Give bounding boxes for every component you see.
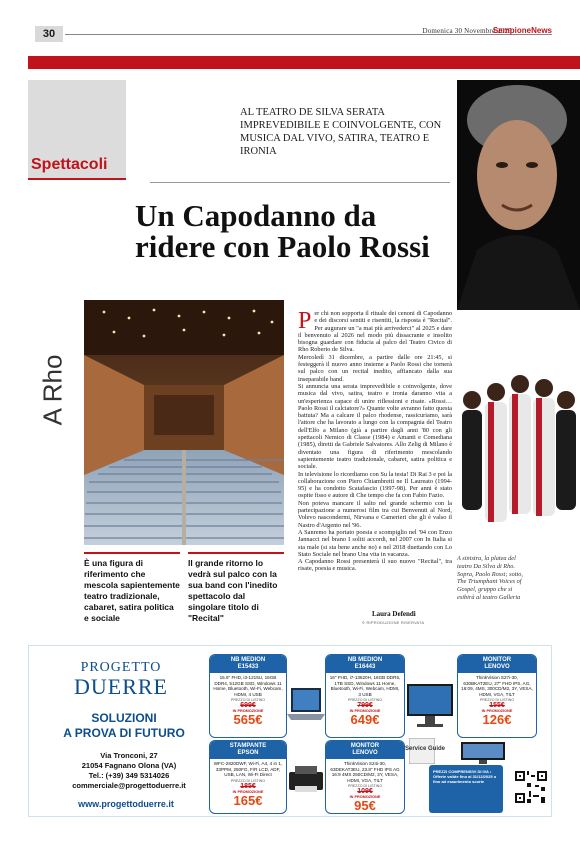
kicker-rule [150, 182, 450, 183]
laptop-with-monitor-icon [405, 682, 455, 730]
theatre-auditorium-photo [84, 300, 284, 545]
ad-street: Via Tronconi, 27 [100, 751, 158, 760]
location-label [30, 330, 76, 450]
qr-code-icon[interactable] [513, 769, 549, 805]
product-spec: ThinkVision S27i-30, 630BKAT2EU, 27" FHD IPS, AG, 16:09, 4MS, 300CD/M2, 3Y, VESA, HDMI, VGA, TILT [461, 675, 533, 697]
page-number: 30 [35, 26, 63, 42]
product-model: E16443 [354, 664, 376, 670]
ad-website-link[interactable]: www.progettoduerre.it [78, 799, 174, 809]
portrait-illustration [457, 80, 580, 310]
product-card-lenovo-s24i[interactable] [325, 740, 405, 814]
advertisement[interactable] [28, 645, 552, 817]
article-body [298, 310, 452, 573]
ad-slogan-line-2: A PROVA DI FUTURO [63, 726, 185, 740]
service-guide-label: Service Guide [405, 746, 446, 752]
product-card-medion-e15433[interactable] [209, 654, 287, 738]
logo-top-text: PROGETTO [80, 660, 162, 675]
section-rule [28, 178, 126, 180]
photo-caption: A sinistra, la platea del teatro Da Silva di Rho. Sopra, Paolo Rossi; sotto, The Triumphant Voices of Gospel, gruppo che si esibirà al teatro Galleria [457, 555, 523, 601]
article-paragraph-text: er chi non sopporta il rituale dei cenoni di Capodanno e dei discorsi sentiti e risentiti, la risposta è "Recital". Per augurare un "a mai più arrivederci" al 2025 e dare il benvenuto al 2026 nel modo più dissacrante e insolito bisogna guardare con fiducia al palco del Teatro Civico di Rho Roberto de Silva. [298, 310, 452, 354]
product-brand: MONITOR [350, 743, 380, 749]
ad-phone[interactable]: Tel.: (+39) 349 5314026 [88, 771, 170, 780]
list-price-label: PREZZO DI LISTINO [347, 784, 383, 789]
article-byline: Laura Defendi [372, 610, 416, 618]
promo-label: IN PROMOZIONE [349, 709, 381, 714]
product-spec: 15.6" FHD, i3-1215U, 16GB DDR4, 512GB SSD, Windows 11 Home, Bluetooth, Wi-Fi, Webcam, HDMI, 4 USB [213, 675, 283, 697]
list-price-label: PREZZO DI LISTINO [347, 698, 383, 703]
laptop-icon [287, 686, 325, 726]
logo-bottom-text: DUERRE [74, 674, 168, 699]
promo-price: 565€ [233, 712, 263, 728]
promo-price: 126€ [482, 712, 512, 728]
product-brand: NB MEDION [347, 657, 383, 663]
product-model: LENOVO [484, 664, 510, 670]
article-paragraph: Non poteva mancare il salto nel grande schermo con la partecipazione a numerosi film tra cui Benvenuti al Nord, Volevo nascondermi, Nirvana e Camerieri che gli è valso il Nastro d'Argento nel '96. [298, 499, 452, 529]
product-model: EPSON [237, 750, 259, 756]
article-paragraph: Si annuncia una serata imprevedibile e coinvolgente, dove musica dal vivo, satira, teatro e ironia daranno vita a un'esperienza capace di unire riflessioni e risate. «Rossi… Paolo Rossi il calciatore?» Quante volte avranno fatto questa battuta? Ma a calcare il palco rhodense, rassicuriamo, sarà l'attore che ha lavorato a lungo con la compagnia del Teatro dell'Elfo a Milano (già a partire dagli anni '80 con gli spettacoli Nemico di Classe (1984) e Amanti e Comediana (1985), diretti da Gabriele Salvatores. Allo Zelig di Milano è diventato una figura di riferimento mescolando sapientemente teatro tradizionale, cabaret, satira politica e sociale. [298, 382, 452, 471]
product-model: E15433 [237, 664, 259, 670]
promo-label: IN PROMOZIONE [481, 709, 513, 714]
product-title [458, 655, 536, 673]
ad-slogan-line-1: SOLUZIONI [91, 711, 157, 725]
promo-price: 649€ [350, 712, 380, 728]
caption-rule-left [84, 552, 180, 554]
location-text: A Rho [37, 354, 68, 426]
ad-city: 21054 Fagnano Olona (VA) [81, 761, 177, 770]
product-brand: NB MEDION [230, 657, 266, 663]
caption-rule-right [188, 552, 284, 554]
product-title [210, 741, 286, 759]
article-headline: Un Capodanno da ridere con Paolo Rossi [135, 198, 430, 264]
list-price-label: PREZZO DI LISTINO [479, 698, 515, 703]
list-price: 699€ [240, 702, 256, 710]
monitor-icon [459, 742, 507, 766]
article-kicker: AL TEATRO DE SILVA SERATA IMPREVEDIBILE E COINVOLGENTE, CON MUSICA DAL VIVO, SATIRA, TEATRO E IRONIA [240, 107, 442, 157]
product-spec: 16" FHD, i7-13620H, 16GB DDR5, 1TB SSD, Windows 11 Home, Bluetooth, Wi-Fi, Webcam, HDMI, 3 USB [329, 675, 401, 697]
publication-brand[interactable]: SempioneNews [492, 26, 552, 35]
copyright-notice: © RIPRODUZIONE RISERVATA [362, 620, 425, 625]
ad-terms-note: PREZZI COMPRENSIVI DI IVA • Offerte valide fino al 31/12/2025 o fino ad esaurimento scorte [429, 765, 503, 813]
top-red-bar [28, 56, 580, 69]
article-paragraph: A Capodanno Rossi presenterà il suo nuovo "Recital", tra risate, poesia e musica. [298, 558, 452, 573]
product-spec: WFC-2820DWF, Wi-Fi, A4, 4 in 1, 33PPM, 250FG, F/R LCD, ADF, USB, LAN, Wi-Fi Direct [213, 761, 283, 778]
product-title [210, 655, 286, 673]
pull-quote-left: È una figura di riferimento che mescola sapientemente teatro tradizionale, cabaret, satira politica e sociale [84, 558, 180, 623]
product-brand: STAMPANTE [229, 743, 267, 749]
product-title [326, 741, 404, 759]
product-model: LENOVO [352, 750, 378, 756]
promo-label: IN PROMOZIONE [232, 709, 264, 714]
product-card-epson-wfc2820[interactable] [209, 740, 287, 814]
article-paragraph [298, 310, 452, 354]
theatre-auditorium-illustration [84, 300, 284, 545]
paolo-rossi-portrait-photo [457, 80, 580, 310]
promo-label: IN PROMOZIONE [232, 789, 264, 794]
list-price-label: PREZZO DI LISTINO [230, 698, 266, 703]
list-price: 155€ [489, 702, 505, 710]
list-price: 185€ [240, 782, 256, 790]
product-brand: MONITOR [482, 657, 512, 663]
promo-price: 165€ [233, 792, 263, 808]
product-title [326, 655, 404, 673]
drop-cap: P [298, 308, 312, 334]
section-label: Spettacoli [31, 156, 108, 173]
choir-illustration [458, 370, 580, 548]
article-paragraph: A Sanremo ha portato poesia e scompiglio nel '94 con Enzo Jannacci nel brano I soliti accordi, nel 2007 con In Italia si sta male (si sta bene anche no) e nel 2018 duettando con Lo Stato Sociale nel brano Una vita in vacanza. [298, 528, 452, 558]
promo-price: 95€ [354, 798, 376, 814]
printer-icon [287, 764, 325, 794]
product-card-lenovo-s27i[interactable] [457, 654, 537, 738]
product-spec: ThinkVision S24i-30, 63DEKAT3EU, 23.8" FHD IPS AG 16:9 4MS 250CD/M2, 3Y, VESA, HDMI, VGA, TILT [330, 761, 400, 783]
gospel-choir-photo [458, 370, 580, 548]
product-card-medion-e16443[interactable] [325, 654, 405, 738]
article-paragraph: Mercoledì 31 dicembre, a partire dalle ore 21:45, si festeggerà il nuovo anno insieme a Paolo Rossi che tornerà sul palco con un recital inedito, affiancato dalla sua inseparabile band. [298, 353, 452, 383]
list-price-label: PREZZO DI LISTINO [230, 778, 266, 783]
list-price: 109€ [357, 788, 373, 796]
pull-quote-right: Il grande ritorno lo vedrà sul palco con la sua band con l'inedito spettacolo dal singolare titolo di "Recital" [188, 558, 278, 623]
advertiser-logo [51, 660, 191, 698]
ad-contact-block [59, 751, 199, 791]
ad-slogan [49, 711, 199, 741]
promo-label: IN PROMOZIONE [349, 795, 381, 800]
ad-email[interactable]: commerciale@progettoduerre.it [72, 781, 186, 790]
list-price: 799€ [357, 702, 373, 710]
issue-date: Domenica 30 Novembre 2025 [422, 27, 512, 35]
article-paragraph: In televisione lo ricordiamo con Su la testa! Di Rai 3 e poi la collaborazione con Piero Chiambretti ne Il Laureato (1994-95) e ha condotto Scatafascio (1997-98). Per anni è stato ospite fisso e autore di Che tempo che fa con Fabio Fazio. [298, 470, 452, 500]
